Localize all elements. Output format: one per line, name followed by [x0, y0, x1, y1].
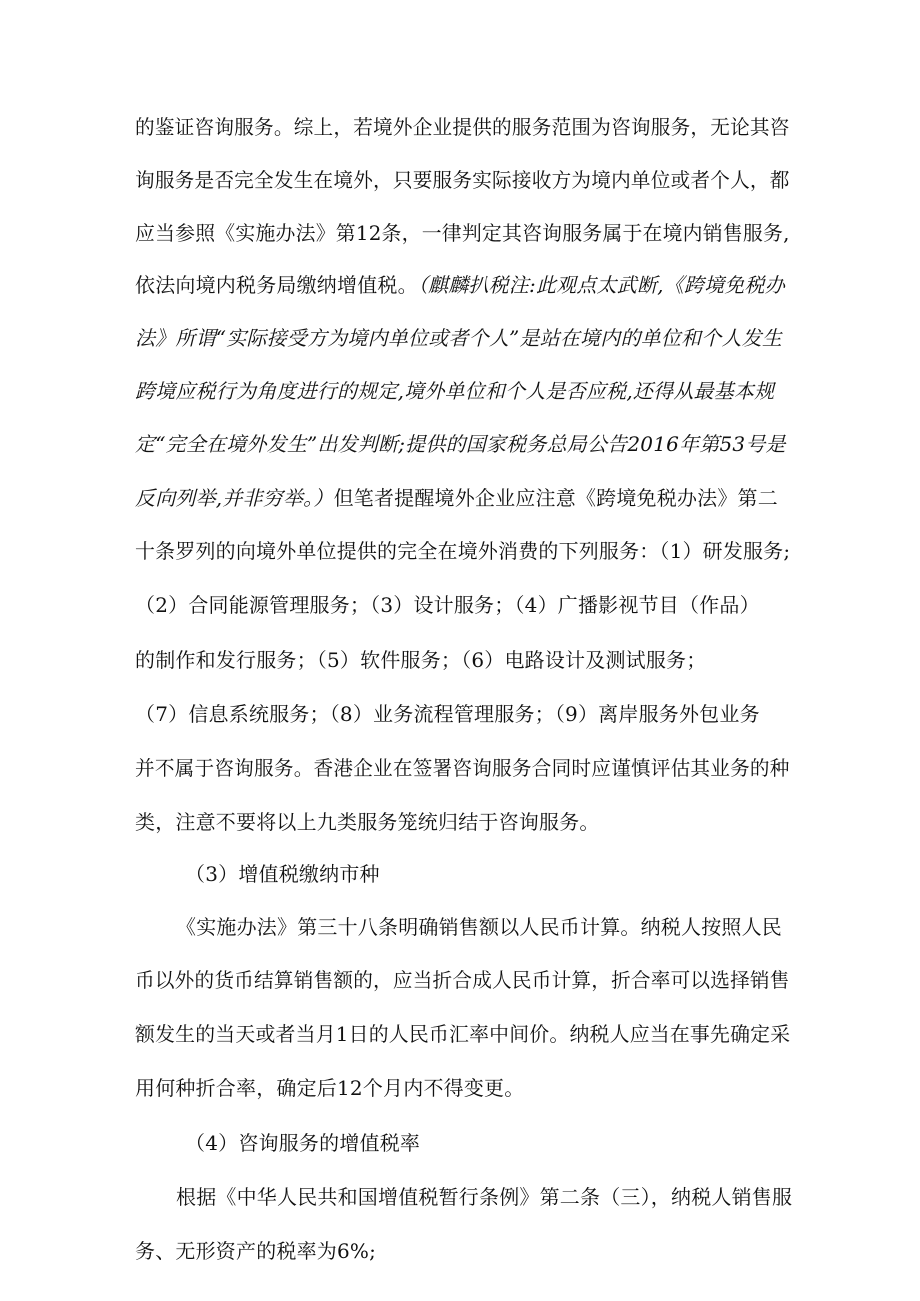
paragraph-line: 询服务是否完全发生在境外，只要服务实际接收方为境内单位或者个人，都 [135, 168, 790, 192]
section-heading: （3）增值税缴纳市种 [185, 862, 380, 886]
paragraph-line: 十条罗列的向境外单位提供的完全在境外消费的下列服务：（1）研发服务; [135, 539, 791, 563]
paragraph-line: （2）合同能源管理服务；（3）设计服务；（4）广播影视节目（作品） [135, 593, 760, 617]
paragraph-line: 的制作和发行服务；（5）软件服务；（6）电路设计及测试服务； [135, 648, 707, 672]
paragraph-line: 类，注意不要将以上九类服务笼统归结于咨询服务。 [135, 810, 600, 834]
commentary-line: 法》所谓“实际接受方为境内单位或者个人”是站在境内的单位和个人发生 [135, 326, 783, 350]
paragraph-line: 应当参照《实施办法》第12条，一律判定其咨询服务属于在境内销售服务, [135, 221, 790, 245]
commentary-note: 反向列举,并非穷举。） [135, 486, 334, 510]
section-heading: （4）咨询服务的增值税率 [185, 1131, 421, 1155]
paragraph-line: 的鉴证咨询服务。综上，若境外企业提供的服务范围为咨询服务，无论其咨 [135, 115, 790, 139]
paragraph-line: 根据《中华人民共和国增值税暂行条例》第二条（三），纳税人销售服 [176, 1185, 793, 1209]
commentary-line: 定“完全在境外发生”出发判断;提供的国家税务总局公告2016年第53号是 [135, 432, 786, 456]
commentary-line: 跨境应税行为角度进行的规定,境外单位和个人是否应税,还得从最基本规 [135, 379, 775, 403]
paragraph-line: 务、无形资产的税率为6%; [135, 1239, 377, 1263]
commentary-note: （麒麟扒税注:此观点太武断,《跨境免税办 [417, 273, 785, 297]
paragraph-line: 并不属于咨询服务。香港企业在签署咨询服务合同时应谨慎评估其业务的种 [135, 756, 790, 780]
paragraph-line: 《实施办法》第三十八条明确销售额以人民币计算。纳税人按照人民 [176, 915, 782, 939]
paragraph-line: （7）信息系统服务；（8）业务流程管理服务；（9）离岸服务外包业务 [135, 702, 760, 726]
paragraph-line: 用何种折合率，确定后12个月内不得变更。 [135, 1076, 525, 1100]
paragraph-line: 币以外的货币结算销售额的，应当折合成人民币计算，折合率可以选择销售 [135, 968, 790, 992]
paragraph-line: 依法向境内税务局缴纳增值税。（麒麟扒税注:此观点太武断,《跨境免税办 [135, 273, 785, 297]
paragraph-line: 反向列举,并非穷举。）但笔者提醒境外企业应注意《跨境免税办法》第二 [135, 486, 778, 510]
paragraph-line: 额发生的当天或者当月1日的人民币汇率中间价。纳税人应当在事先确定采 [135, 1022, 791, 1046]
